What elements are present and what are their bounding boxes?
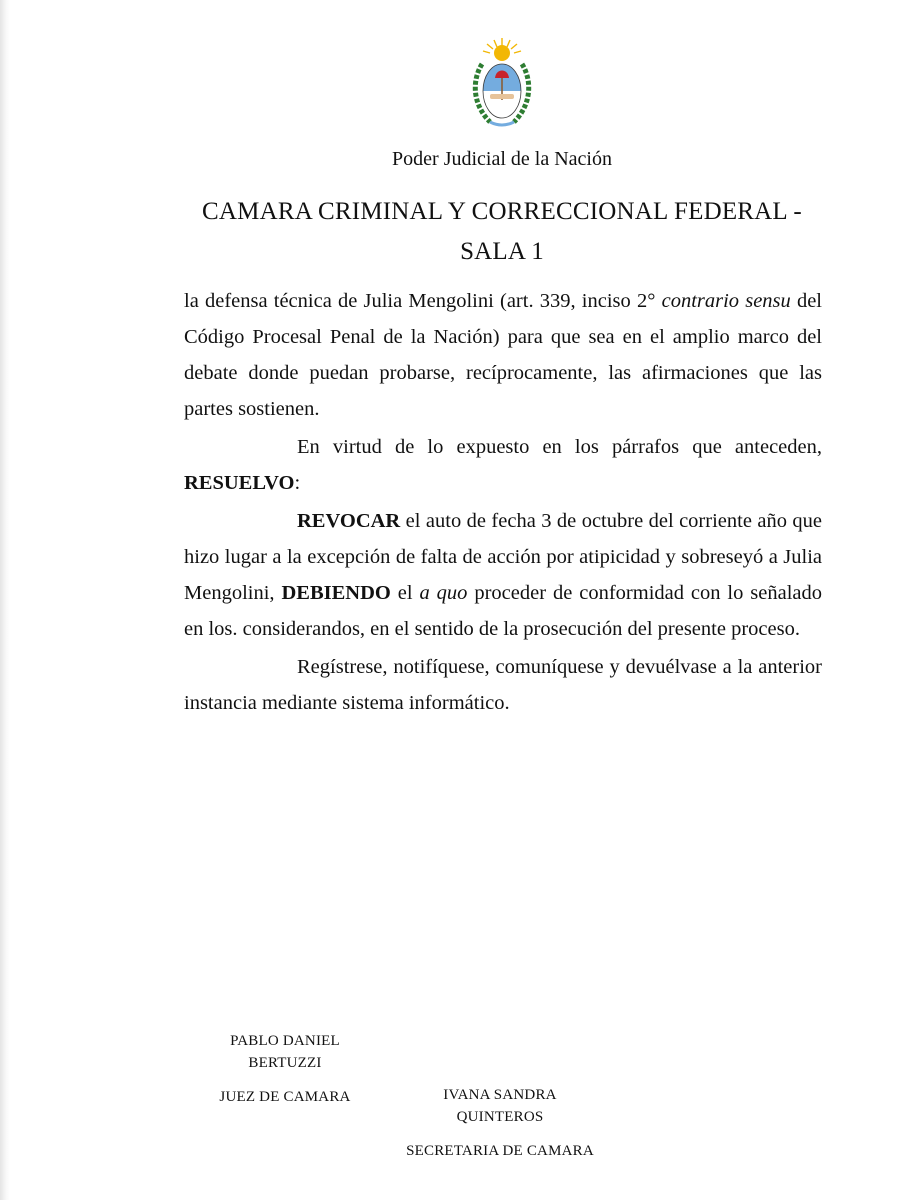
secretary-name-line2: QUINTEROS: [456, 1109, 544, 1125]
signature-secretary: [390, 1084, 610, 1162]
page-edge-shadow: [0, 0, 10, 1200]
paragraph-defense-italic: contrario sensu: [661, 290, 791, 312]
signature-judge: [200, 1030, 370, 1108]
paragraph-revocar-text-b: el: [390, 582, 420, 604]
judge-name-line1: PABLO DANIEL: [230, 1033, 340, 1049]
paragraph-resolve-colon: :: [294, 472, 301, 494]
paragraph-resolve: [184, 429, 822, 501]
court-heading-line2: SALA 1: [460, 238, 544, 265]
revocar-label: REVOCAR: [297, 510, 401, 532]
paragraph-resolve-text: En virtud de lo expuesto en los párrafos que anteceden,: [297, 436, 822, 458]
debiendo-label: DEBIENDO: [281, 582, 391, 604]
secretary-name-line1: IVANA SANDRA: [443, 1087, 557, 1103]
paragraph-defense-text-b: del Código Procesal Penal de la Nación) para que sea en el amplio marco del debate donde puedan probarse, recíprocamente, las afirmaciones que las partes sostienen.: [184, 290, 823, 420]
secretary-title: SECRETARIA DE CAMARA: [406, 1143, 594, 1159]
judge-name-line2: BERTUZZI: [248, 1055, 322, 1071]
paragraph-defense: [184, 283, 822, 427]
paragraph-revocar: [184, 503, 822, 647]
paragraph-defense-text-a: la defensa técnica de Julia Mengolini (art. 339, inciso 2°: [184, 290, 662, 312]
judge-title: JUEZ DE CAMARA: [219, 1089, 351, 1105]
court-heading-line1: CAMARA CRIMINAL Y CORRECCIONAL FEDERAL -: [202, 198, 802, 225]
national-coat-of-arms: [468, 34, 536, 132]
paragraph-revocar-text-c: proceder de conformidad con lo señalado en los. considerandos, en el sentido de la prosecución del presente proceso.: [184, 582, 823, 640]
paragraph-revocar-text-a: el auto de fecha 3 de octubre del corriente año que hizo lugar a la excepción de falta de acción por atipicidad y sobreseyó a Julia Mengolini,: [184, 510, 822, 604]
paragraph-registrese: Regístrese, notifíquese, comuníquese y devuélvase a la anterior instancia mediante sistema informático.: [184, 656, 822, 714]
office-heading: Poder Judicial de la Nación: [392, 148, 612, 170]
resolution-body: [184, 283, 822, 721]
resuelvo-label: RESUELVO: [184, 472, 295, 494]
a-quo-italic: a quo: [419, 582, 468, 604]
coat-of-arms-icon: [468, 34, 536, 132]
court-heading: [180, 192, 824, 272]
